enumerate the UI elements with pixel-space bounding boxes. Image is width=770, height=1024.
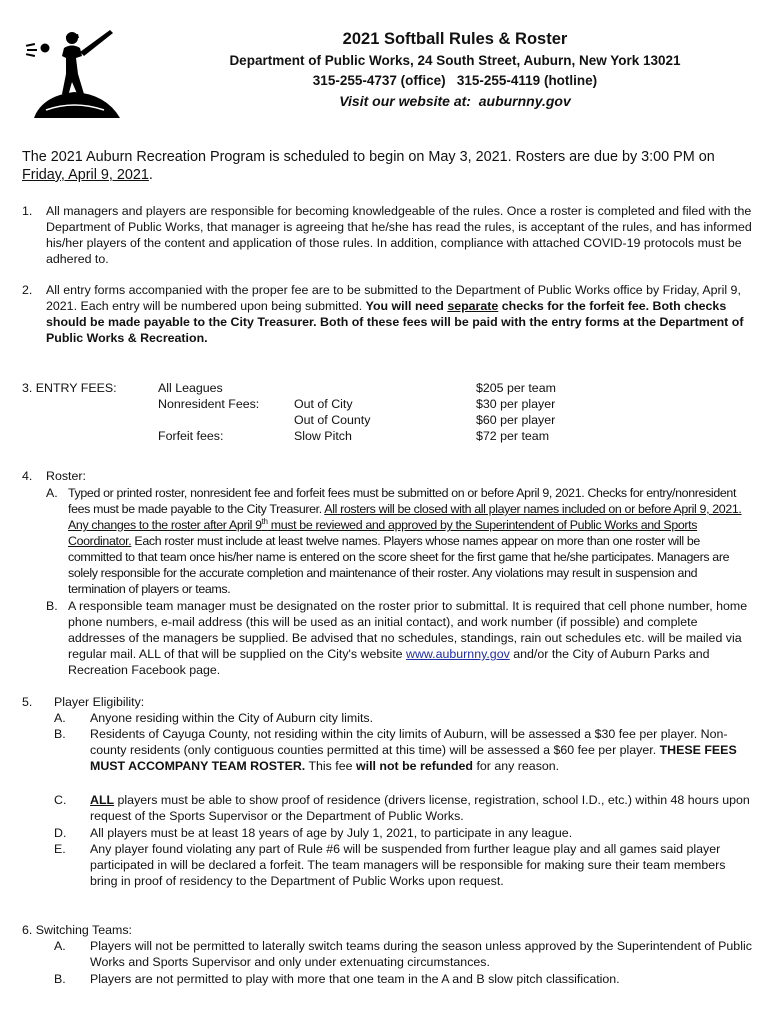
fee-category: Forfeit fees:	[158, 429, 224, 443]
roster-b-text: A responsible team manager must be designated on the roster prior to submittal. It is required that cell phone number, home phone numbers, e-mail address (this will be used as an initial contact), and work number (if possible) and complete addresses of the managers be supplied. Be advised that no schedules, standings, rain out schedules etc. will be mailed via regular mail. ALL of that will be supplied on the City's website www.auburnny.gov and/or the City of Auburn Parks and Recreation Facebook page.	[68, 599, 748, 677]
eligibility-a-letter: A.	[54, 711, 66, 725]
switching-b-text: Players are not permitted to play with more that one team in the A and B slow pitch classification.	[90, 972, 620, 986]
eligibility-e-text: Any player found violating any part of Rule #6 will be suspended from further league play and all games said player participated in will be declared a forfeit. The team managers will be responsible for making sure their team members bring in proof of residency to the Department of Public Works upon request.	[90, 842, 726, 888]
eligibility-a-text: Anyone residing within the City of Auburn city limits.	[90, 711, 374, 725]
phone-numbers: 315-255-4737 (office) 315-255-4119 (hotline)	[312, 73, 598, 88]
roster-a-text: Typed or printed roster, nonresident fee and forfeit fees must be submitted on or before April 9, 2021. Checks for entry/nonresident fees must be made payable to the City Treasurer. All rosters will be closed with all player names included on or before April 9, 2021. Any changes to the roster after April 9th must be reviewed and approved by the Superintendent of Public Works and Sports Coordinator. Each roster must include at least twelve names. Players whose names appear on more than one roster will be committed to that team once his/her name is entered on the score sheet for the first game that he/she participates. Managers are solely responsible for the accurate completion and maintenance of their roster. Any violations may result in suspension and termination of players or teams.	[68, 486, 742, 596]
department-address: Department of Public Works, 24 South Street, Auburn, New York 13021	[229, 53, 681, 68]
switching-a-text: Players will not be permitted to laterally switch teams during the season unless approved by the Superintendent of Public Works and Sports Supervisor and only under extenuating circumstances.	[90, 939, 752, 969]
fee-category: Nonresident Fees:	[158, 397, 260, 411]
entry-fees-label: 3. ENTRY FEES:	[22, 381, 117, 395]
fee-amount: $205 per team	[476, 381, 556, 395]
rule-5-number: 5.	[22, 695, 33, 709]
switching-b-letter: B.	[54, 972, 66, 986]
fee-type: Slow Pitch	[294, 429, 352, 443]
eligibility-d-letter: D.	[54, 826, 67, 840]
rule-2-text: All entry forms accompanied with the proper fee are to be submitted to the Department of Public Works office by Friday, April 9, 2021. Each entry will be numbered upon being submitted. You will need separate checks for the forfeit fee. Both checks should be made payable to the City Treasurer. Both of these fees will be paid with the entry forms at the Department of Public Works & Recreation.	[46, 283, 744, 345]
rule-1-number: 1.	[22, 204, 33, 218]
switching-a-letter: A.	[54, 939, 66, 953]
fee-type: Out of City	[294, 397, 353, 411]
website-link[interactable]: www.auburnny.gov	[406, 647, 510, 661]
page-title: 2021 Softball Rules & Roster	[342, 30, 568, 48]
fee-amount: $30 per player	[476, 397, 556, 411]
due-date: Friday, April 9, 2021	[22, 167, 149, 183]
ball-motion-icon	[26, 43, 50, 57]
eligibility-b-letter: B.	[54, 727, 66, 741]
eligibility-c-letter: C.	[54, 793, 67, 807]
fee-amount: $72 per team	[476, 429, 550, 443]
website-line: Visit our website at: auburnny.gov	[339, 93, 571, 109]
roster-b-letter: B.	[46, 599, 58, 613]
rule-2-number: 2.	[22, 283, 33, 297]
rule-4-title: Roster:	[46, 469, 86, 483]
fee-category: All Leagues	[158, 381, 223, 395]
intro-paragraph: The 2021 Auburn Recreation Program is scheduled to begin on May 3, 2021. Rosters are due by 3:00 PM on Friday, April 9, 2021.	[22, 149, 715, 183]
rule-5-title: Player Eligibility:	[54, 695, 145, 709]
eligibility-c-text: ALL players must be able to show proof of residence (drivers license, registration, school I.D., etc.) within 48 hours upon request of the Sports Supervisor or the Department of Public Works.	[90, 793, 750, 823]
rule-1-text: All managers and players are responsible for becoming knowledgeable of the rules. Once a roster is completed and filed with the Department of Public Works, that manager is agreeing that he/she has read the rules, is acceptant of the rules, and has informed his/her players of the content and application of those rules. In addition, compliance with attached COVID-19 protocols must be adhered to.	[46, 204, 752, 266]
eligibility-d-text: All players must be at least 18 years of age by July 1, 2021, to participate in any league.	[90, 826, 573, 840]
roster-a-letter: A.	[46, 486, 58, 500]
rule-6-title: 6. Switching Teams:	[22, 923, 132, 937]
fee-type: Out of County	[294, 413, 371, 427]
bat-icon	[80, 30, 113, 56]
rule-4-number: 4.	[22, 469, 33, 483]
eligibility-e-letter: E.	[54, 842, 66, 856]
eligibility-b-text: Residents of Cayuga County, not residing within the city limits of Auburn, will be assessed a $30 fee per player. Non-county residents (only contiguous counties permitted at this time) will be assessed a $60 fee per player. THESE FEES MUST ACCOMPANY TEAM ROSTER. This fee will not be refunded for any reason.	[90, 727, 737, 773]
softball-batter-logo	[24, 26, 132, 118]
fee-amount: $60 per player	[476, 413, 556, 427]
